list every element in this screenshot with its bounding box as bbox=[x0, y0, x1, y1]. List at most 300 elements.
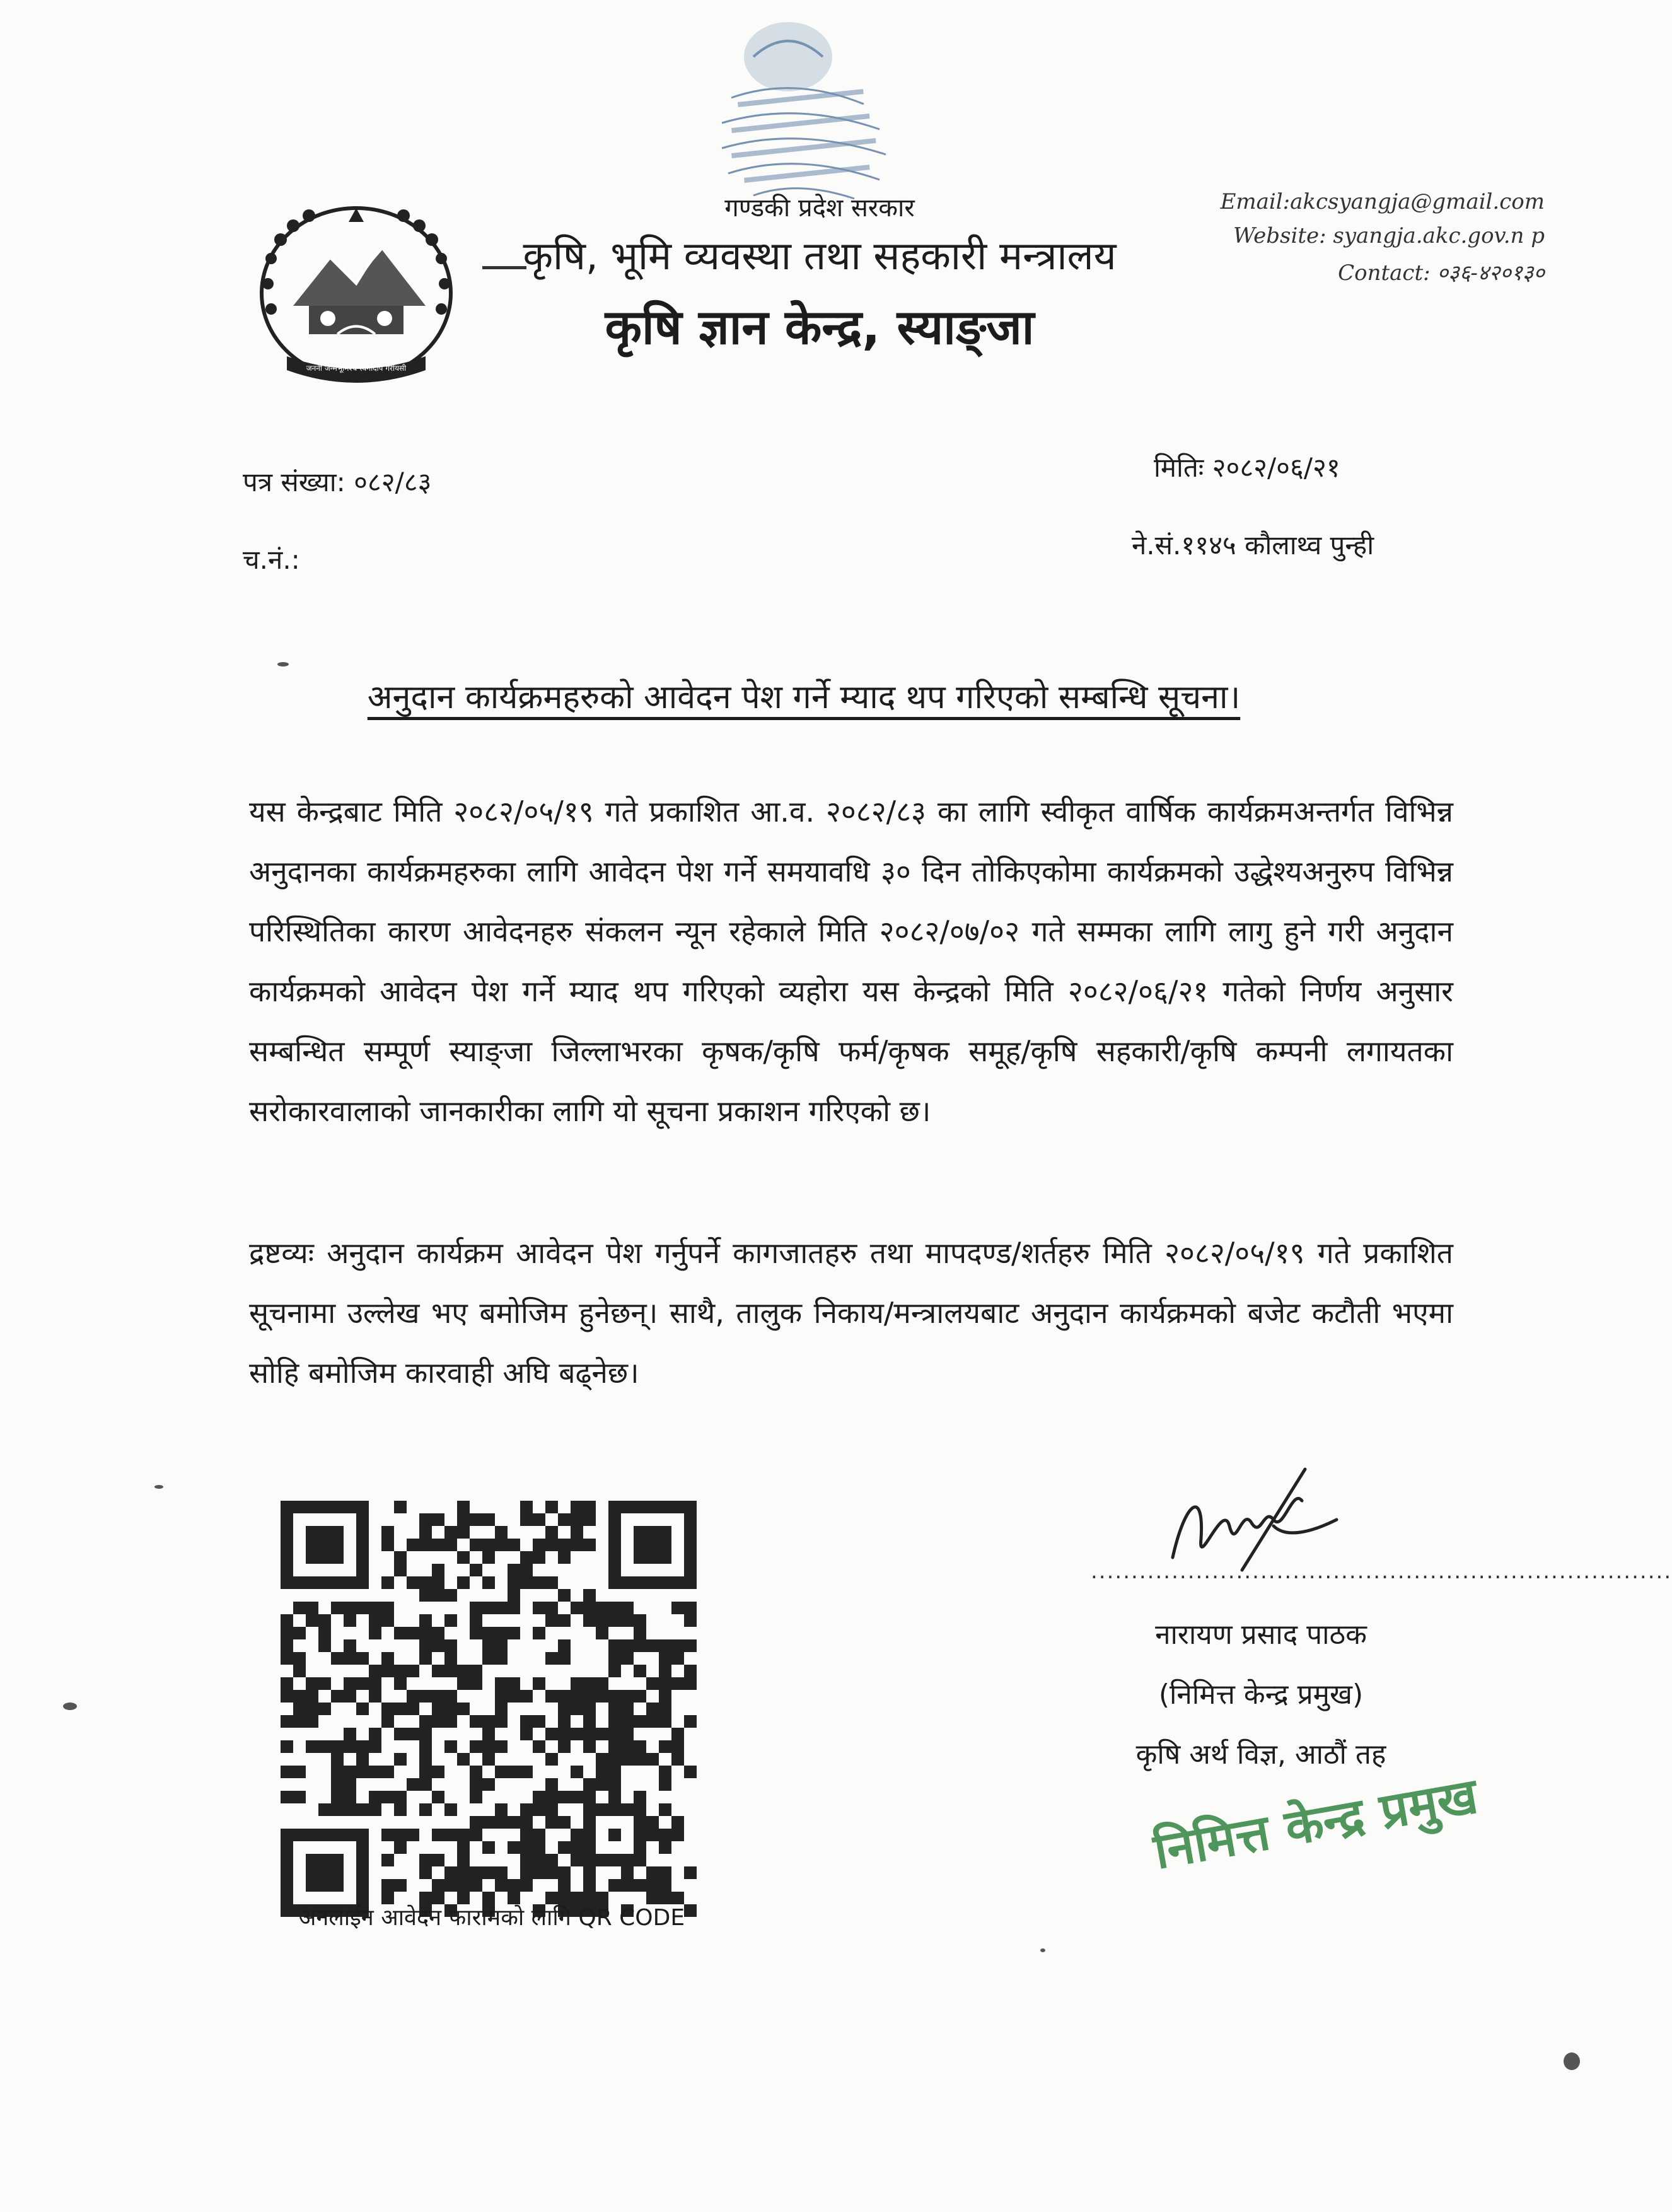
subject-text: अनुदान कार्यक्रमहरुको आवेदन पेश गर्ने म्याद थप गरिएको सम्बन्धि सूचना। bbox=[367, 678, 1241, 716]
qr-module bbox=[356, 1803, 369, 1816]
qr-module bbox=[318, 1627, 331, 1639]
qr-module bbox=[381, 1576, 394, 1589]
body-paragraph-2: द्रष्टव्यः अनुदान कार्यक्रम आवेदन पेश गर्नुपर्ने कागजातहरु तथा मापदण्ड/शर्तहरु मिति २०८२/०५/१९ गते प्रकाशित सूचनामा उल्लेख भए बमोजिम हुनेछन्। साथै, तालुक निकाय/मन्त्रालयबाट अनुदान कार्यक्रमको बजेट कटौती भएमा सोहि बमोजिम कारवाही अघि बढ्नेछ। bbox=[249, 1236, 1453, 1390]
qr-module bbox=[621, 1879, 634, 1892]
qr-module bbox=[344, 1728, 356, 1740]
qr-module bbox=[306, 1740, 318, 1753]
qr-module bbox=[444, 1589, 457, 1602]
qr-module bbox=[571, 1513, 583, 1526]
phone-text: Contact: ०३६-४२०१३० bbox=[1338, 260, 1545, 286]
svg-text:जननी जन्मभूमिश्च स्वर्गादपि गर: जननी जन्मभूमिश्च स्वर्गादपि गरीयसी bbox=[306, 364, 407, 373]
qr-module bbox=[684, 1539, 697, 1551]
qr-module bbox=[293, 1652, 306, 1665]
qr-module bbox=[407, 1539, 419, 1551]
qr-module bbox=[608, 1803, 621, 1816]
qr-module bbox=[356, 1841, 369, 1854]
qr-module bbox=[394, 1728, 407, 1740]
qr-module bbox=[558, 1728, 571, 1740]
qr-module bbox=[281, 1766, 293, 1778]
qr-module bbox=[634, 1501, 646, 1513]
qr-module bbox=[344, 1829, 356, 1841]
qr-module bbox=[659, 1866, 671, 1879]
qr-module bbox=[508, 1690, 520, 1703]
qr-module bbox=[608, 1513, 621, 1526]
qr-module bbox=[634, 1665, 646, 1677]
qr-module bbox=[306, 1576, 318, 1589]
qr-caption: अनलाईन आवेदन फारामको लागि QR CODE bbox=[298, 1905, 685, 1931]
qr-module bbox=[520, 1854, 533, 1866]
qr-module bbox=[394, 1627, 407, 1639]
qr-module bbox=[621, 1715, 634, 1728]
qr-module bbox=[608, 1854, 621, 1866]
qr-module bbox=[508, 1627, 520, 1639]
qr-module bbox=[318, 1614, 331, 1627]
qr-module bbox=[646, 1576, 659, 1589]
signer-role: (निमित्त केन्द्र प्रमुख) bbox=[1158, 1679, 1364, 1711]
qr-module bbox=[508, 1539, 520, 1551]
qr-module bbox=[545, 1728, 558, 1740]
qr-module bbox=[457, 1703, 470, 1715]
qr-module bbox=[470, 1715, 482, 1728]
qr-module bbox=[470, 1627, 482, 1639]
qr-module bbox=[583, 1703, 596, 1715]
qr-module bbox=[608, 1879, 621, 1892]
body-paragraph-1: यस केन्द्रबाट मिति २०८२/०५/१९ गते प्रकाशित आ.व. २०८२/८३ का लागि स्वीकृत वार्षिक कार्यक्रमअन्तर्गत विभिन्न अनुदानका कार्यक्रमहरुका लागि आवेदन पेश गर्ने समयावधि ३० दिन तोकिएकोमा कार्यक्रमको उद्धेश्यअनुरुप विभिन्न परिस्थितिका कारण आवेदनहरु संकलन न्यून रहेकाले मिति २०८२/०७/०२ गते सम्मका लागि लागु हुने गरी अनुदान कार्यक्रमको आवेदन पेश गर्ने म्याद थप गरिएको व्यहोरा यस केन्द्रको मिति २०८२/०६/२१ गतेको निर्णय अनुसार सम्बन्धित सम्पूर्ण स्याङ्जा जिल्लाभरका कृषक/कृषि फर्म/कृषक समूह/कृषि सहकारी/कृषि कम्पनी लगायतका सरोकारवालाको जानकारीका लागि यो सूचना प्रकाशन गरिएको छ। bbox=[249, 795, 1453, 1128]
qr-module bbox=[608, 1576, 621, 1589]
qr-module bbox=[482, 1866, 495, 1879]
qr-module bbox=[407, 1778, 419, 1791]
qr-module bbox=[444, 1715, 457, 1728]
qr-module bbox=[608, 1639, 621, 1652]
website-text: Website: syangja.akc.gov.n p bbox=[1233, 223, 1545, 248]
qr-module bbox=[293, 1665, 306, 1677]
qr-module bbox=[381, 1526, 394, 1539]
qr-module bbox=[583, 1816, 596, 1829]
email-text: Email:akcsyangja@gmail.com bbox=[1220, 189, 1545, 214]
qr-module bbox=[533, 1715, 545, 1728]
qr-module bbox=[495, 1690, 508, 1703]
qr-module bbox=[344, 1778, 356, 1791]
qr-module bbox=[444, 1639, 457, 1652]
qr-module bbox=[318, 1539, 331, 1551]
qr-module bbox=[495, 1879, 508, 1892]
qr-module bbox=[281, 1614, 293, 1627]
qr-module bbox=[571, 1854, 583, 1866]
qr-module bbox=[331, 1551, 344, 1564]
qr-module bbox=[444, 1866, 457, 1879]
qr-module bbox=[634, 1576, 646, 1589]
qr-module bbox=[457, 1841, 470, 1854]
qr-module bbox=[444, 1829, 457, 1841]
qr-module bbox=[659, 1652, 671, 1665]
qr-module bbox=[432, 1690, 444, 1703]
qr-module bbox=[608, 1564, 621, 1576]
qr-module bbox=[659, 1526, 671, 1539]
qr-module bbox=[583, 1829, 596, 1841]
qr-module bbox=[293, 1690, 306, 1703]
qr-module bbox=[356, 1854, 369, 1866]
qr-module bbox=[356, 1829, 369, 1841]
qr-module bbox=[394, 1564, 407, 1576]
qr-module bbox=[659, 1690, 671, 1703]
qr-module bbox=[470, 1677, 482, 1690]
qr-module bbox=[659, 1879, 671, 1892]
qr-module bbox=[558, 1879, 571, 1892]
qr-module bbox=[444, 1665, 457, 1677]
qr-module bbox=[394, 1677, 407, 1690]
qr-module bbox=[482, 1740, 495, 1753]
qr-module bbox=[508, 1589, 520, 1602]
qr-module bbox=[419, 1652, 432, 1665]
qr-module bbox=[331, 1526, 344, 1539]
qr-module bbox=[621, 1866, 634, 1879]
qr-module bbox=[508, 1816, 520, 1829]
qr-module bbox=[318, 1551, 331, 1564]
qr-module bbox=[281, 1526, 293, 1539]
qr-module bbox=[457, 1854, 470, 1866]
qr-module bbox=[344, 1791, 356, 1803]
qr-module bbox=[407, 1665, 419, 1677]
qr-module bbox=[356, 1526, 369, 1539]
qr-module bbox=[608, 1703, 621, 1715]
qr-module bbox=[621, 1576, 634, 1589]
qr-module bbox=[520, 1501, 533, 1513]
qr-module bbox=[621, 1740, 634, 1753]
qr-module bbox=[621, 1728, 634, 1740]
qr-module bbox=[684, 1602, 697, 1614]
qr-module bbox=[482, 1652, 495, 1665]
qr-module bbox=[596, 1766, 608, 1778]
qr-module bbox=[281, 1564, 293, 1576]
qr-module bbox=[457, 1829, 470, 1841]
qr-module bbox=[608, 1614, 621, 1627]
qr-module bbox=[293, 1703, 306, 1715]
qr-module bbox=[281, 1715, 293, 1728]
qr-module bbox=[318, 1879, 331, 1892]
qr-module bbox=[482, 1551, 495, 1564]
qr-module bbox=[495, 1715, 508, 1728]
qr-module bbox=[545, 1791, 558, 1803]
qr-module bbox=[482, 1627, 495, 1639]
qr-module bbox=[318, 1576, 331, 1589]
qr-module bbox=[318, 1740, 331, 1753]
qr-module bbox=[634, 1854, 646, 1866]
qr-module bbox=[444, 1703, 457, 1715]
qr-module bbox=[659, 1703, 671, 1715]
qr-module bbox=[419, 1513, 432, 1526]
qr-module bbox=[344, 1652, 356, 1665]
qr-module bbox=[318, 1803, 331, 1816]
qr-module bbox=[659, 1841, 671, 1854]
qr-module bbox=[293, 1501, 306, 1513]
dispatch-number: च.नं.: bbox=[243, 544, 300, 575]
qr-module bbox=[659, 1639, 671, 1652]
qr-module bbox=[381, 1652, 394, 1665]
qr-module bbox=[470, 1829, 482, 1841]
qr-module bbox=[545, 1778, 558, 1791]
qr-module bbox=[520, 1866, 533, 1879]
qr-module bbox=[684, 1614, 697, 1627]
qr-module bbox=[293, 1766, 306, 1778]
qr-module bbox=[659, 1551, 671, 1564]
qr-module bbox=[684, 1715, 697, 1728]
qr-module bbox=[432, 1703, 444, 1715]
qr-module bbox=[495, 1866, 508, 1879]
qr-module bbox=[571, 1677, 583, 1690]
qr-module bbox=[558, 1639, 571, 1652]
qr-module bbox=[533, 1513, 545, 1526]
signature-line: ........................................................................ bbox=[1091, 1559, 1672, 1584]
qr-module bbox=[684, 1576, 697, 1589]
qr-module bbox=[394, 1803, 407, 1816]
qr-module bbox=[381, 1791, 394, 1803]
qr-module bbox=[344, 1602, 356, 1614]
qr-module bbox=[583, 1803, 596, 1816]
qr-module bbox=[596, 1602, 608, 1614]
qr-module bbox=[293, 1576, 306, 1589]
qr-module bbox=[545, 1576, 558, 1589]
qr-module bbox=[583, 1501, 596, 1513]
qr-module bbox=[331, 1501, 344, 1513]
qr-module bbox=[646, 1703, 659, 1715]
qr-module bbox=[684, 1513, 697, 1526]
qr-module bbox=[621, 1690, 634, 1703]
qr-module bbox=[608, 1766, 621, 1778]
qr-module bbox=[533, 1551, 545, 1564]
qr-module bbox=[634, 1614, 646, 1627]
qr-module bbox=[583, 1715, 596, 1728]
qr-module bbox=[533, 1854, 545, 1866]
qr-module bbox=[545, 1753, 558, 1766]
letter-number: पत्र संख्या: ०८२/८३ bbox=[243, 467, 432, 498]
qr-module bbox=[432, 1539, 444, 1551]
qr-module bbox=[281, 1791, 293, 1803]
qr-module bbox=[621, 1803, 634, 1816]
qr-module bbox=[470, 1766, 482, 1778]
qr-module bbox=[369, 1766, 381, 1778]
qr-module bbox=[634, 1627, 646, 1639]
qr-module bbox=[432, 1589, 444, 1602]
qr-module bbox=[281, 1690, 293, 1703]
qr-module bbox=[659, 1501, 671, 1513]
qr-module bbox=[646, 1829, 659, 1841]
qr-module bbox=[533, 1803, 545, 1816]
scan-speck bbox=[63, 1703, 77, 1710]
qr-module bbox=[671, 1728, 684, 1740]
qr-module bbox=[659, 1677, 671, 1690]
qr-module bbox=[444, 1526, 457, 1539]
qr-module bbox=[318, 1639, 331, 1652]
qr-module bbox=[419, 1614, 432, 1627]
qr-module bbox=[470, 1602, 482, 1614]
qr-module bbox=[381, 1829, 394, 1841]
qr-module bbox=[470, 1513, 482, 1526]
qr-module bbox=[318, 1526, 331, 1539]
qr-module bbox=[394, 1879, 407, 1892]
qr-module bbox=[470, 1665, 482, 1677]
qr-module bbox=[444, 1803, 457, 1816]
qr-module bbox=[444, 1740, 457, 1753]
qr-module bbox=[533, 1866, 545, 1879]
qr-module bbox=[394, 1703, 407, 1715]
qr-module bbox=[432, 1564, 444, 1576]
qr-module bbox=[281, 1866, 293, 1879]
qr-module bbox=[583, 1614, 596, 1627]
qr-module bbox=[318, 1703, 331, 1715]
qr-module bbox=[545, 1539, 558, 1551]
qr-module bbox=[533, 1841, 545, 1854]
qr-module bbox=[634, 1879, 646, 1892]
qr-module bbox=[621, 1602, 634, 1614]
qr-module bbox=[318, 1677, 331, 1690]
qr-module bbox=[508, 1576, 520, 1589]
qr-module bbox=[419, 1803, 432, 1816]
qr-module bbox=[495, 1602, 508, 1614]
qr-module bbox=[608, 1753, 621, 1766]
qr-module bbox=[293, 1829, 306, 1841]
qr-module bbox=[306, 1501, 318, 1513]
qr-module bbox=[482, 1816, 495, 1829]
qr-module bbox=[671, 1829, 684, 1841]
qr-module bbox=[634, 1740, 646, 1753]
letter-date: मितिः २०८२/०६/२१ bbox=[1154, 452, 1340, 483]
qr-module bbox=[394, 1841, 407, 1854]
qr-module bbox=[621, 1854, 634, 1866]
qr-module bbox=[344, 1803, 356, 1816]
qr-module bbox=[520, 1816, 533, 1829]
qr-module bbox=[646, 1866, 659, 1879]
qr-module bbox=[293, 1627, 306, 1639]
qr-module bbox=[508, 1841, 520, 1854]
qr-module bbox=[444, 1539, 457, 1551]
qr-module bbox=[344, 1677, 356, 1690]
qr-module bbox=[457, 1677, 470, 1690]
qr-module bbox=[545, 1690, 558, 1703]
qr-module bbox=[646, 1501, 659, 1513]
qr-module bbox=[444, 1690, 457, 1703]
qr-module bbox=[331, 1652, 344, 1665]
qr-module bbox=[571, 1526, 583, 1539]
qr-module bbox=[394, 1501, 407, 1513]
qr-module bbox=[344, 1614, 356, 1627]
qr-module bbox=[583, 1539, 596, 1551]
qr-module bbox=[508, 1879, 520, 1892]
qr-module bbox=[608, 1652, 621, 1665]
qr-module bbox=[470, 1614, 482, 1627]
qr-module bbox=[608, 1501, 621, 1513]
qr-module bbox=[621, 1753, 634, 1766]
qr-module bbox=[394, 1829, 407, 1841]
qr-module bbox=[356, 1576, 369, 1589]
qr-module bbox=[344, 1766, 356, 1778]
qr-module bbox=[394, 1551, 407, 1564]
qr-module bbox=[571, 1539, 583, 1551]
qr-module bbox=[583, 1602, 596, 1614]
qr-module bbox=[558, 1703, 571, 1715]
qr-module bbox=[482, 1715, 495, 1728]
qr-module bbox=[470, 1879, 482, 1892]
qr-module bbox=[608, 1728, 621, 1740]
officer-stamp: निमित्त केन्द्र प्रमुख bbox=[1149, 1767, 1482, 1881]
qr-module bbox=[520, 1879, 533, 1892]
qr-module bbox=[646, 1879, 659, 1892]
qr-module bbox=[571, 1690, 583, 1703]
qr-module bbox=[419, 1740, 432, 1753]
qr-module bbox=[306, 1715, 318, 1728]
qr-module bbox=[671, 1816, 684, 1829]
qr-module bbox=[318, 1854, 331, 1866]
subject-heading bbox=[95, 673, 1513, 718]
qr-module bbox=[671, 1501, 684, 1513]
center-name: कृषि ज्ञान केन्द्र, स्याङ्जा bbox=[605, 299, 1035, 355]
qr-module bbox=[306, 1879, 318, 1892]
contact-info bbox=[1192, 189, 1545, 295]
qr-module bbox=[583, 1879, 596, 1892]
qr-module bbox=[684, 1677, 697, 1690]
qr-module bbox=[634, 1539, 646, 1551]
qr-module bbox=[646, 1715, 659, 1728]
qr-module bbox=[596, 1690, 608, 1703]
qr-module bbox=[356, 1602, 369, 1614]
qr-module bbox=[331, 1602, 344, 1614]
qr-module bbox=[369, 1791, 381, 1803]
qr-module bbox=[558, 1551, 571, 1564]
qr-module bbox=[470, 1539, 482, 1551]
qr-module bbox=[596, 1728, 608, 1740]
qr-module bbox=[432, 1665, 444, 1677]
qr-module bbox=[293, 1791, 306, 1803]
qr-code[interactable] bbox=[281, 1501, 697, 1917]
qr-module bbox=[407, 1703, 419, 1715]
qr-module bbox=[369, 1627, 381, 1639]
qr-module bbox=[457, 1513, 470, 1526]
qr-module bbox=[608, 1602, 621, 1614]
qr-module bbox=[419, 1715, 432, 1728]
qr-module bbox=[331, 1539, 344, 1551]
qr-module bbox=[369, 1690, 381, 1703]
qr-module bbox=[444, 1879, 457, 1892]
qr-module bbox=[419, 1526, 432, 1539]
qr-module bbox=[369, 1803, 381, 1816]
qr-module bbox=[432, 1576, 444, 1589]
qr-module bbox=[583, 1866, 596, 1879]
qr-module bbox=[634, 1753, 646, 1766]
qr-module bbox=[432, 1829, 444, 1841]
qr-module bbox=[583, 1513, 596, 1526]
qr-module bbox=[583, 1841, 596, 1854]
qr-module bbox=[419, 1728, 432, 1740]
qr-module bbox=[545, 1602, 558, 1614]
qr-module bbox=[293, 1715, 306, 1728]
qr-module bbox=[583, 1677, 596, 1690]
qr-module bbox=[419, 1539, 432, 1551]
qr-module bbox=[318, 1829, 331, 1841]
qr-module bbox=[533, 1576, 545, 1589]
qr-module bbox=[356, 1513, 369, 1526]
qr-module bbox=[684, 1501, 697, 1513]
qr-module bbox=[457, 1576, 470, 1589]
qr-module bbox=[470, 1791, 482, 1803]
qr-module bbox=[508, 1766, 520, 1778]
qr-module bbox=[596, 1753, 608, 1766]
qr-module bbox=[558, 1841, 571, 1854]
qr-module bbox=[444, 1614, 457, 1627]
qr-module bbox=[596, 1627, 608, 1639]
qr-module bbox=[281, 1513, 293, 1526]
qr-module bbox=[545, 1803, 558, 1816]
qr-module bbox=[533, 1740, 545, 1753]
qr-module bbox=[558, 1513, 571, 1526]
